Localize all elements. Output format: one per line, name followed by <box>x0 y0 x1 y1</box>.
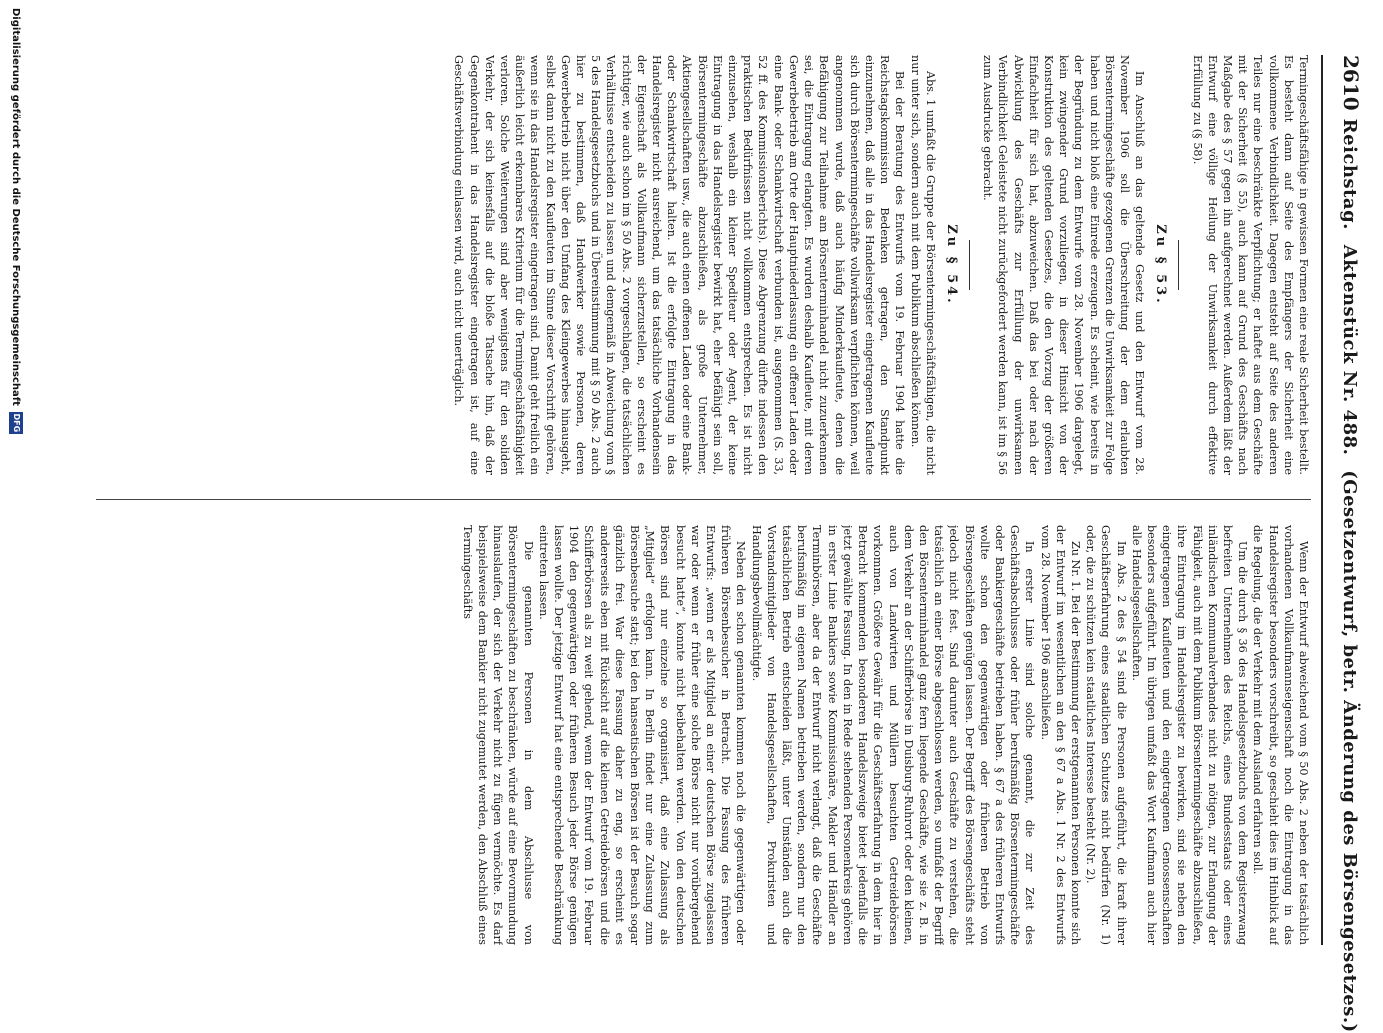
digitization-note: Digitalisierung gefördert durch die Deutsche Forschungsgemeinschaft <box>10 8 22 406</box>
page-header <box>1327 55 1363 1033</box>
right-column <box>96 525 1311 945</box>
header-right: (Gesetzentwurf, betr. Änderung des Börsengesetzes.) <box>1339 470 1360 1033</box>
paragraph: Termingeschäftsfähige in gewissen Formen eine reale Sicherheit bestellt. Es besteht dann auf Seite des Empfängers der Sicherheit eine vollkommene Verbindlichkeit. Dagegen entsteht auf Seite des anderen Teiles nur eine beschränkte Verpflichtung; er haftet aus dem Geschäfte mit der Sicherheit (§ 55), auch kann auf Grund des Geschäfts nach Maßgabe des § 57 gegen ihn aufgerechnet werden. Außerdem läßt der Entwurf eine völlige Heilung der Unwirksamkeit durch effektive Erfüllung zu (§ 58). <box>1190 55 1310 475</box>
paragraph: Zu Nr. 1. Bei der Bestimmung der erstgenannten Personen konnte sich der Entwurf im wesentlichen an den § 67 a Abs. 1 Nr. 2 des Entwurfs vom 28. November 1906 anschließen. <box>1038 525 1082 945</box>
paragraph: Abs. 1 umfaßt die Gruppe der Börsentermingeschäftsfähigen, die nicht nur unter sich, sondern auch mit dem Publikum abschließen können. <box>908 55 937 475</box>
section-54-heading: Zu § 54. <box>943 224 959 306</box>
header-left: Reichstag. <box>1339 118 1360 230</box>
paragraph: Bei der Beratung des Entwurfs vom 19. Februar 1904 hatte die Reichstagskommission Bedenken getragen, den Standpunkt einzunehmen, daß alle in das Handelsregister eingetragenen Kaufleute sich durch Börsentermingeschäfte vollwirksam verpflichten können, weil angenommen wurde, daß auch häufig Minderkaufleute, denen die Befähigung zur Teilnahme am Börsenterminhandel nicht zuzuerkennen sei, die Eintragung erlangten. Es wurden deshalb Kaufleute, mit deren Gewerbebetrieb am Orte der Hauptniederlassung ein offener Laden oder eine Bank- oder Schankwirtschaft verbunden ist, ausgenommen (S. 33, 52 ff. des Kommissionsberichts). Diese Abgrenzung dürfte indessen den praktischen Bedürfnissen nicht vollkommen entsprechen. Es ist nicht einzusehen, weshalb ein kleiner Spediteur oder Agent, der keine Eintragung in das Handelsregister bewirkt hat, eher befähigt sein soll, Börsentermingeschäfte abzuschließen, als große Unternehmer, Aktiengesellschaften usw., die auch einen offenen Laden oder eine Bank- oder Schankwirtschaft halten. Ist die erfolgte Eintragung in das Handelsregister nicht ausreichend, um das tatsächliche Vorhandensein der Eigenschaft als Vollkaufmann sicherzustellen, so erscheint es richtiger, wie auch schon im § 50 Abs. 2 vorgeschlagen, die tatsächlichen Verhältnisse entscheiden zu lassen und demgemäß in Abweichung vom § 5 des Handelsgesetzbuchs und in Übereinstimmung mit § 50 Abs. 2 auch hier zu bestimmen, daß Handwerker sowie Personen, deren Gewerbebetrieb nicht über den Umfang des Kleingewerbes hinausgeht, selbst dann nicht zu den Kaufleuten im Sinne dieser Vorschrift gehören, wenn sie in das Handelsregister eingetragen sind. Damit geht freilich ein äußerlich leicht erkennbares Kriterium für die Termingeschäftsfähigkeit verloren. Solche Weiterungen sind aber wenigstens für den soliden Verkehr, der sich keinesfalls auf die bloße Tatsache hin, daß der Gegenkontrahent in das Handelsregister eingetragen ist, auf eine Geschäftsverbindung einlassen wird, auch nicht unerträglich. <box>452 55 907 475</box>
paragraph: Wenn der Entwurf abweichend vom § 50 Abs. 2 neben der tatsächlich vorhandenen Vollkaufmannseigenschaft noch die Eintragung in das Handelsregister besonders vorschreibt, so geschieht dies im Hinblick auf die Regelung, die der Verkehr mit dem Ausland erfahren soll. <box>1251 525 1310 945</box>
paragraph: Neben den schon genannten kommen noch die gegenwärtigen oder früheren Börsenbesucher in Betracht. Die Fassung des früheren Entwurfs: „wenn er als Mitglied an einer deutschen Börse zugelassen war oder wenn er früher eine solche Börse nicht nur vorübergehend besucht hatte“, konnte nicht beibehalten werden. Von den deutschen Börsen sind nur einzelne so organisiert, daß eine Zulassung als „Mitglied“ erfolgen kann. In Berlin findet nur eine Zulassung zum Börsenbesuche statt; bei den hanseatischen Börsen ist der Besuch sogar gänzlich frei. War diese Fassung daher zu eng, so erscheint es andererseits eben mit Rücksicht auf die kleinen Getreidebörsen und die Schifferbörsen als zu weit gehend, wenn der Entwurf vom 19. Februar 1904 den gegenwärtigen oder früheren Besuch jeder Börse genügen lassen wollte. Der jetzige Entwurf hat eine entsprechende Beschränkung eintreten lassen. <box>536 525 748 945</box>
section-separator <box>969 240 970 290</box>
section-separator <box>1178 240 1179 290</box>
dfg-logo-icon: DFG <box>9 412 23 434</box>
paragraph: Im Abs. 2 des § 54 sind die Personen aufgeführt, die kraft ihrer Geschäftserfahrung eines staatlichen Schutzes nicht bedürfen (Nr. 1) oder, die zu schützen kein staatliches Interesse besteht (Nr. 2). <box>1084 525 1128 945</box>
section-53-heading: Zu § 53. <box>1153 224 1169 306</box>
paragraph: In erster Linie sind solche genannt, die zur Zeit des Geschäftsabschlusses oder früher berufsmäßig Börsentermingeschäfte oder Bankiergeschäfte betrieben haben. § 67 a des früheren Entwurfs wollte schon den gegenwärtigen oder früheren Betrieb von Börsengeschäften genügen lassen. Der Begriff des Börsengeschäfts steht jedoch nicht fest. Sind darunter auch Geschäfte zu verstehen, die tatsächlich an einer Börse abgeschlossen werden, so umfaßt der Begriff den Börsenterminhandel ganz fern liegende Geschäfte, wie sie z. B. in dem Verkehr an der Schifferbörse in Duisburg-Ruhrort oder den kleinen, auch von Landwirten und Müllern besuchten Getreidebörsen vorkommen. Größere Gewähr für die Geschäftserfahrung in dem hier in Betracht kommenden besonderen Handelszweige bietet jedenfalls die jetzt gewählte Fassung. In den in Rede stehenden Personenkreis gehören in erster Linie Bankiers sowie Kommissionäre, Makler und Händler an Terminbörsen, aber da der Entwurf nicht verlangt, daß die Geschäfte berufsmäßig im eigenen Namen betrieben werden, sondern nur den tatsächlichen Betrieb entscheiden läßt, unter Umständen auch die Vorstandsmitglieder von Handelsgesellschaften, Prokuristen und Handlungsbevollmächtigte. <box>749 525 1037 945</box>
paragraph: Die genannten Personen in dem Abschlusse von Börsentermingeschäften zu beschränken, würde auf eine Bevormundung hinauslaufen, der sich der Verkehr nicht zu fügen vermöchte. Es darf beispielsweise dem Bankier nicht zugemutet werden, den Abschluß eines Termingeschäfts <box>460 525 535 945</box>
running-title <box>1339 111 1360 1033</box>
left-column <box>96 55 1311 475</box>
paragraph: Um die durch § 36 des Handelsgesetzbuchs von dem Registerzwang befreiten Unternehmen des Reichs, eines Bundesstaats oder eines inländischen Kommunalverbandes nicht zu nötigen, zur Erlangung der Fähigkeit, auch mit dem Publikum Börsentermingeschäfte abzuschließen, ihre Eintragung im Handelsregister zu bewirken, sind sie neben den eingetragenen Kaufleuten und den eingetragenen Genossenschaften besonders aufgeführt. Im übrigen umfaßt das Wort Kaufmann auch hier alle Handelsgesellschaften. <box>1129 525 1250 945</box>
page-number: 2610 <box>1339 55 1363 111</box>
header-center: Aktenstück Nr. 488. <box>1339 244 1360 456</box>
paragraph: Im Anschluß an das geltende Gesetz und den Entwurf vom 28. November 1906 soll die Überschreitung der dem erlaubten Börsentermingeschäfte gezogenen Grenzen die Unwirksamkeit zur Folge haben und nicht bloß eine Einrede erzeugen. Es scheint, wie bereits in der Begründung zu dem Entwurfe vom 28. November 1906 dargelegt, kein zwingender Grund vorzuliegen, in dieser Hinsicht von der Konstruktion des geltenden Gesetzes, die den Vorzug der größeren Einfachheit für sich hat, abzuweichen. Daß das bei oder nach der Abwicklung des Geschäfts zur Erfüllung der unwirksamen Verbindlichkeit Geleistete nicht zurückgefordert werden kann, ist im § 56 zum Ausdrucke gebracht. <box>981 55 1147 475</box>
column-divider <box>96 499 1311 500</box>
header-rule <box>1321 55 1323 945</box>
digitization-footer <box>5 8 27 434</box>
